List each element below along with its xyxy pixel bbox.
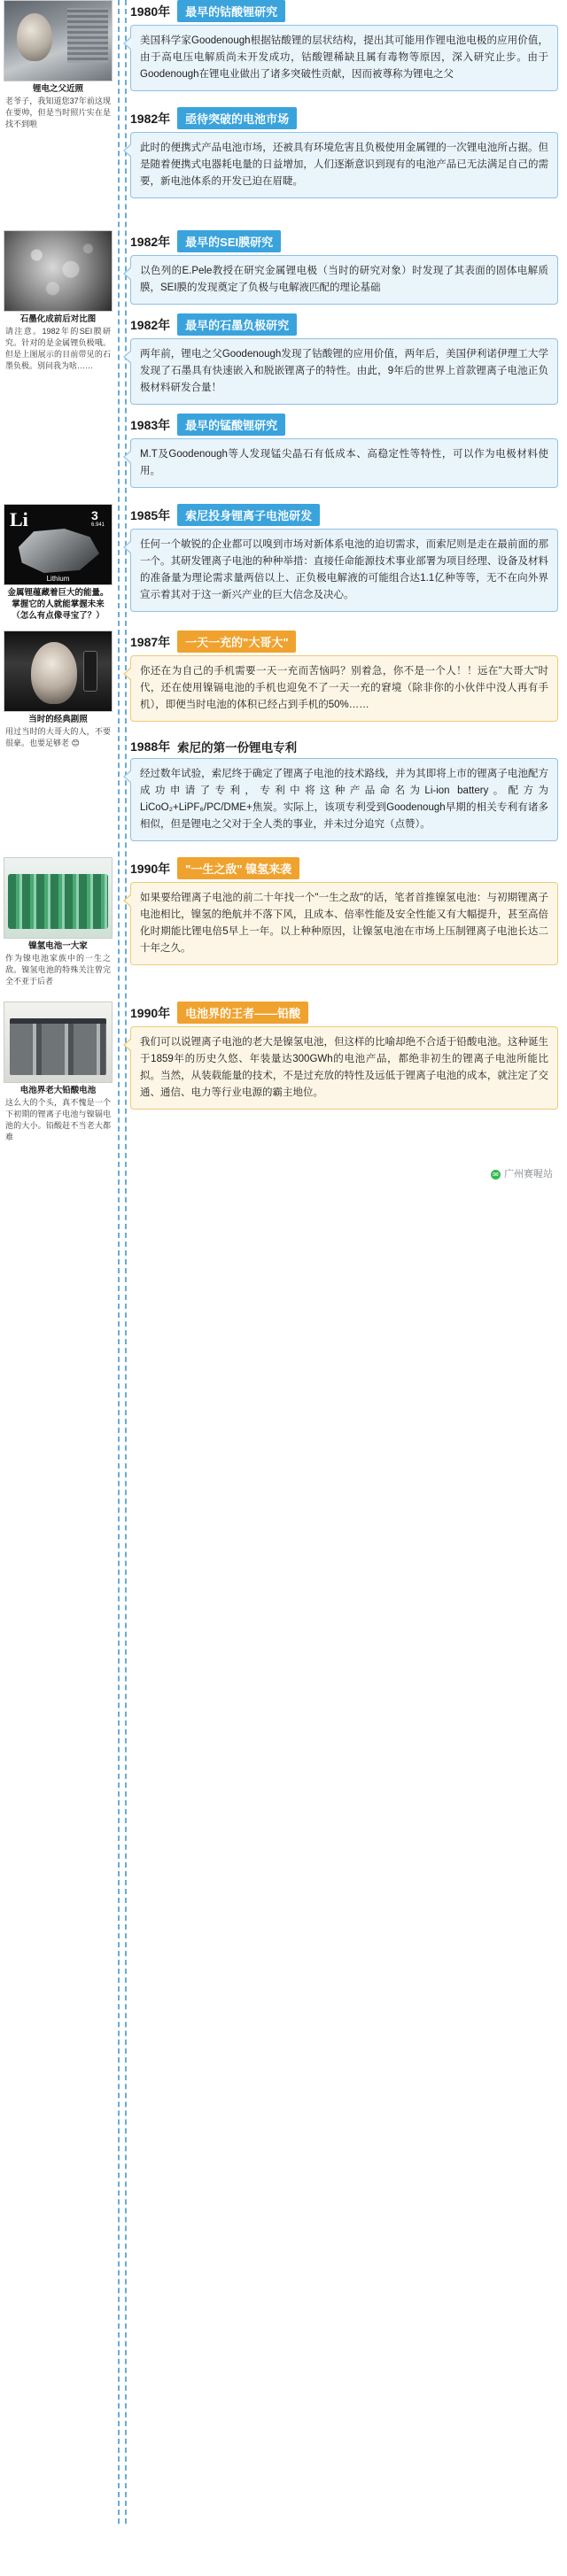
event-year: 1983年 — [130, 417, 171, 432]
event-title: 索尼的第一份锂电专利 — [177, 741, 298, 754]
left-media-column — [0, 0, 118, 137]
event-1983-lmo — [130, 414, 558, 488]
footer-credit — [0, 1166, 567, 1180]
event-header — [130, 504, 558, 526]
left-media-column — [0, 630, 118, 756]
right-content-column — [130, 0, 567, 207]
photo-nimh-battery-family — [4, 857, 113, 939]
photo-note: 用过当时的大哥大的人，不要很豪。也要足够老 😊 — [5, 727, 111, 747]
spacer — [0, 207, 567, 230]
event-year: 1988年 — [130, 739, 171, 754]
event-title: 最早的钴酸锂研究 — [177, 0, 285, 22]
photo-card-nimh-battery-family — [4, 857, 113, 993]
right-content-column — [130, 504, 567, 621]
photo-goodenough-portrait — [4, 0, 113, 81]
photo-caption: 电池界老大铅酸电池 — [19, 1086, 97, 1095]
event-header — [130, 1002, 558, 1024]
event-body: 此时的便携式产品电池市场，还被具有环境危害且负极使用金属锂的一次锂电池所占据。但是随着便携式电器耗电量的日益增加，人们逐渐意识到现有的电池产品已无法满足自己的需要，新电池体系的开发已迫在眉睫。 — [130, 132, 558, 198]
event-body: 以色列的E.Pele教授在研究金属锂电极（当时的研究对象）时发现了其表面的固体电解质膜，SEI膜的发现奠定了负极与电解液匹配的理论基础 — [130, 255, 558, 305]
photo-card-lead-acid-battery — [4, 1002, 113, 1149]
event-1982-market — [130, 107, 558, 198]
event-body: 美国科学家Goodenough根据钴酸锂的层状结构，提出其可能用作锂电池电极的应用价值，由于高电压电解质尚未开发成功，钴酸锂稀缺且属有毒物等原因，深入研究止步。由于Goodenough在锂电业做出了诸多突破性贡献，因而被尊称为锂电之父 — [130, 25, 558, 91]
element-mass: 6.941 — [90, 522, 105, 528]
event-title: 最早的锰酸锂研究 — [177, 414, 285, 436]
event-body: M.T及Goodenough等人发现锰尖晶石有低成本、高稳定性等特性，可以作为电极材料使用。 — [130, 438, 558, 488]
left-media-column — [0, 1002, 118, 1150]
spacer — [0, 850, 567, 857]
right-content-column — [130, 1002, 567, 1118]
event-title: 亟待突破的电池市场 — [177, 107, 297, 129]
event-body: 我们可以说锂离子电池的老大是镍氢电池，但这样的比喻却绝不合适于铅酸电池。这种诞生于1859年的历史久悠、年装量达300GWh的电池产品，都绝非初生的锂离子电池所能比拟。当然，从装载能量的技术，不是过充放的特性及远低于锂离子电池的成本，就注定了交通、通信、电力等行业电源的霸主地位。 — [130, 1026, 558, 1110]
photo-caption: 镍氢电池一大家 — [28, 941, 88, 951]
event-year: 1982年 — [130, 234, 171, 249]
event-header — [130, 0, 558, 22]
event-year: 1982年 — [130, 111, 171, 126]
event-1990-nimh — [130, 857, 558, 965]
timeline-row — [0, 504, 567, 623]
event-year: 1985年 — [130, 507, 171, 522]
photo-lead-acid-battery — [4, 1002, 113, 1083]
left-media-column — [0, 230, 118, 379]
spacer — [0, 497, 567, 504]
photo-card-goodenough-portrait — [4, 0, 113, 135]
photo-card-lithium-element — [4, 504, 113, 622]
event-1990-lead-acid — [130, 1002, 558, 1110]
photo-note: 请注意。1982年的SEI膜研究。针对的是金属锂负极哦。但是上图展示的目前带见的石墨负极。别问我为啥…… — [5, 327, 111, 370]
wechat-icon: ✉ — [491, 1170, 501, 1180]
element-name: Lithium — [46, 575, 70, 583]
event-1982-graphite — [130, 313, 558, 405]
event-1980-lco — [130, 0, 558, 91]
right-content-column — [130, 857, 567, 974]
photo-caption: 锂电之父近照 — [32, 84, 83, 94]
event-title: 最早的SEI膜研究 — [177, 230, 281, 252]
left-media-column — [0, 857, 118, 994]
photo-card-big-brother-phone — [4, 630, 113, 754]
event-title: 最早的石墨负极研究 — [177, 313, 297, 336]
photo-lithium-element — [4, 504, 113, 585]
photo-caption: 金属锂蕴藏着巨大的能量。掌握它的人就能掌握未来（怎么有点像寻宝了？） — [7, 588, 109, 621]
spacer — [0, 994, 567, 1002]
photo-caption: 石墨化成前后对比图 — [19, 314, 97, 324]
event-1985-sony — [130, 504, 558, 612]
event-year: 1987年 — [130, 634, 171, 649]
event-year: 1990年 — [130, 861, 171, 876]
event-year: 1982年 — [130, 317, 171, 332]
event-1988-sony-patent — [130, 738, 558, 841]
event-body: 两年前，锂电之父Goodenough发现了钴酸锂的应用价值，两年后，美国伊利诺伊理工大学发现了石墨具有快速嵌入和脱嵌锂离子的特性。由此，9年后的世界上首款锂离子电池正负极材料研发合量！ — [130, 338, 558, 405]
event-body: 经过数年试验，索尼终于确定了锂离子电池的技术路线，并为其即将上市的锂离子电池配方成功申请了专利，专利中将这种产品命名为Li-ion battery。配方为LiCoO₂+LiPF₆/PC/DME+焦炭。实际上，该项专利受到Goodenough早期的相关专利有诸多相似，但是锂电之父对于全人类的事业，并未过分追究（点赞）。 — [130, 758, 558, 841]
lithium-metal-image — [15, 528, 100, 574]
event-title: 一天一充的"大哥大" — [177, 630, 296, 653]
timeline-row — [0, 230, 567, 497]
event-year: 1980年 — [130, 4, 171, 19]
photo-note: 这么大的个头，真不愧是一个下初期的锂离子电池与镍镉电池的大小。铅酸赶不当老大都难 — [5, 1098, 111, 1141]
event-1987-mobile-phone — [130, 630, 558, 722]
event-body: 如果要给锂离子电池的前二十年找一个"一生之敌"的话，笔者首推镍氢电池：与初期锂离子电池相比，镍氢的绝航并不落下风，且成本、倍率性能及安全性能又有大幅提升，甚至高倍化时期能比锂电倍5早上一年。以上种种原因，让镍氢电池在市场上压制锂离子电池长达二十年之久。 — [130, 882, 558, 965]
event-year: 1990年 — [130, 1005, 171, 1020]
photo-card-graphite-sem — [4, 230, 113, 377]
event-header — [130, 230, 558, 252]
event-header — [130, 630, 558, 653]
element-symbol: Li — [10, 508, 28, 530]
right-content-column — [130, 230, 567, 497]
photo-big-brother-phone — [4, 630, 113, 712]
event-header — [130, 857, 558, 879]
timeline-row — [0, 630, 567, 850]
event-1982-sei — [130, 230, 558, 305]
event-title: "一生之敌" 镍氢来袭 — [177, 857, 299, 879]
element-number — [91, 508, 105, 528]
timeline-row — [0, 1002, 567, 1150]
event-body: 任何一个敏锐的企业都可以嗅到市场对新体系电池的迫切需求，而索尼则是走在最前面的那一个。其研发锂离子电池的种种举措：直接任命能源技术事业部署为项目经理、设备及材料的准备量为理论需求量两倍以上、正负极电解液的可能组合达1.1亿种等等，无不在向外界宣示着其对于这一新兴产业的巨大信念及决心。 — [130, 529, 558, 612]
event-header — [130, 414, 558, 436]
event-header — [130, 738, 558, 755]
spacer — [130, 731, 558, 738]
event-header — [130, 107, 558, 129]
spacer — [0, 623, 567, 630]
timeline-row — [0, 857, 567, 994]
element-number-value: 3 — [90, 508, 98, 522]
photo-graphite-sem — [4, 230, 113, 312]
event-body: 你还在为自己的手机需要一天一充而苦恼吗？别着急，你不是一个人！！远在"大哥大"时代，还在使用镍镉电池的手机也迎免不了一天一充的窘境（除非你的小伙伴中没人再有手机），即便当时电池的体积已经占到手机的50%…… — [130, 655, 558, 722]
event-header — [130, 313, 558, 336]
left-media-column — [0, 504, 118, 623]
photo-note: 作为镍电池家族中的一生之敌。镍氢电池的特殊关注曾完全不亚于后者 — [5, 954, 111, 986]
photo-note: 老爷子，我知道您37年前这现在要帅，但是当时照片实在是找不到啦 — [5, 97, 111, 128]
event-title: 电池界的王者——铅酸 — [177, 1002, 308, 1024]
footer-text: 广州赛喔站 — [504, 1169, 553, 1180]
right-content-column — [130, 630, 567, 850]
photo-caption: 当时的经典剧照 — [28, 715, 88, 724]
spacer — [130, 100, 558, 107]
timeline-row — [0, 0, 567, 207]
event-title: 索尼投身锂离子电池研发 — [177, 504, 320, 526]
